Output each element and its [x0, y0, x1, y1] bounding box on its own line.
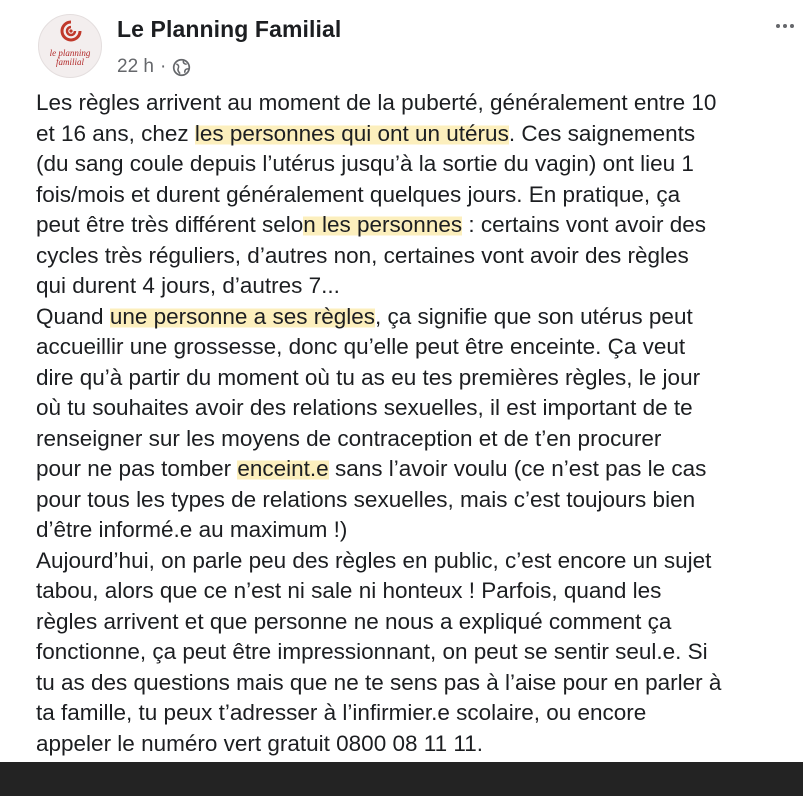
post-meta — [117, 55, 191, 79]
post-text-line — [36, 302, 798, 333]
post-text-line — [36, 119, 798, 150]
text-segment: . Ces saignements — [508, 120, 696, 146]
text-segment: pour tous les types de relations sexuelles, mais c’est toujours bien — [36, 486, 696, 512]
text-segment: où tu souhaites avoir des relations sexuelles, il est important de te — [36, 395, 693, 420]
avatar-text-line1: le planning — [49, 48, 91, 58]
highlighted-text: les personnes qui ont un utérus — [194, 120, 509, 146]
text-segment: fonctionne, ça peut être impressionnant, on peut se sentir seul.e. Si — [36, 639, 708, 664]
post-text-line — [36, 271, 798, 302]
post-text-line — [36, 424, 798, 455]
text-segment: peut être très différent selo — [36, 212, 304, 237]
text-segment: règles arrivent et que personne ne nous a expliqué comment ça — [36, 608, 672, 634]
text-segment: d’être informé.e au maximum !) — [36, 517, 348, 542]
post-text-line — [36, 363, 798, 394]
text-segment: appeler le numéro vert gratuit 0800 08 11 11. — [36, 730, 483, 756]
more-options-button[interactable] — [770, 14, 800, 38]
post-text-line — [36, 332, 798, 363]
avatar-text-line2: familial — [55, 57, 84, 67]
text-segment: accueillir une grossesse, donc qu’elle peut être enceinte. Ça veut — [36, 334, 686, 359]
more-dot — [790, 24, 794, 28]
page-avatar[interactable] — [38, 14, 102, 78]
post-text-line — [36, 454, 798, 485]
page-name-link[interactable]: Le Planning Familial — [117, 16, 342, 42]
text-segment: Les règles arrivent au moment de la puberté, généralement entre 10 — [36, 90, 717, 115]
text-segment: renseigner sur les moyens de contraception et de t’en procurer — [36, 425, 662, 451]
text-segment: tu as des questions mais que ne te sens pas à l’aise pour en parler à — [36, 669, 722, 695]
highlighted-text: enceint.e — [237, 456, 329, 481]
more-dot — [783, 24, 787, 28]
text-segment: Quand — [36, 303, 110, 329]
text-segment: : certains vont avoir des — [462, 212, 706, 237]
text-segment: dire qu’à partir du moment où tu as eu tes premières règles, le jour — [36, 364, 701, 390]
text-segment: qui durent 4 jours, d’autres 7... — [36, 273, 340, 298]
planning-familial-logo-icon — [60, 20, 82, 42]
post-text-line — [36, 180, 798, 211]
post-timestamp[interactable]: 22 h — [117, 56, 154, 77]
post-text-line — [36, 393, 798, 424]
text-segment: sans l’avoir voulu (ce n’est pas le cas — [328, 456, 707, 481]
post-text-line — [36, 88, 798, 119]
post-text-line — [36, 729, 798, 760]
post-text-line — [36, 668, 798, 699]
avatar-logo-text — [39, 49, 101, 67]
post-text-line — [36, 485, 798, 516]
post-text-line — [36, 698, 798, 729]
post-text-line — [36, 607, 798, 638]
text-segment: pour ne pas tomber — [36, 456, 238, 481]
text-segment: et 16 ans, chez — [36, 120, 195, 146]
post-text-line — [36, 210, 798, 241]
post-text-line — [36, 515, 798, 546]
text-segment: cycles très réguliers, d’autres non, certaines vont avoir des règles — [36, 242, 689, 268]
post-text-line — [36, 546, 798, 577]
post-text-line — [36, 241, 798, 272]
text-segment: Aujourd’hui, on parle peu des règles en public, c’est encore un sujet — [36, 547, 712, 573]
text-segment: (du sang coule depuis l’utérus jusqu’à la sortie du vagin) ont lieu 1 — [36, 151, 694, 176]
more-dot — [776, 24, 780, 28]
post-text-line — [36, 576, 798, 607]
meta-separator: · — [159, 56, 167, 77]
text-segment: ta famille, tu peux t’adresser à l’infirmier.e scolaire, ou encore — [36, 700, 647, 725]
text-segment: tabou, alors que ce n’est ni sale ni honteux ! Parfois, quand les — [36, 578, 662, 603]
post-text — [36, 88, 798, 759]
post-text-line — [36, 637, 798, 668]
highlighted-text: n les personnes — [303, 212, 463, 237]
highlighted-text: une personne a ses règles — [109, 303, 375, 329]
text-segment: , ça signifie que son utérus peut — [375, 303, 693, 329]
globe-icon[interactable] — [172, 58, 191, 77]
text-segment: fois/mois et durent généralement quelques jours. En pratique, ça — [36, 181, 681, 207]
bottom-dark-bar — [0, 762, 803, 796]
post-text-line — [36, 149, 798, 180]
